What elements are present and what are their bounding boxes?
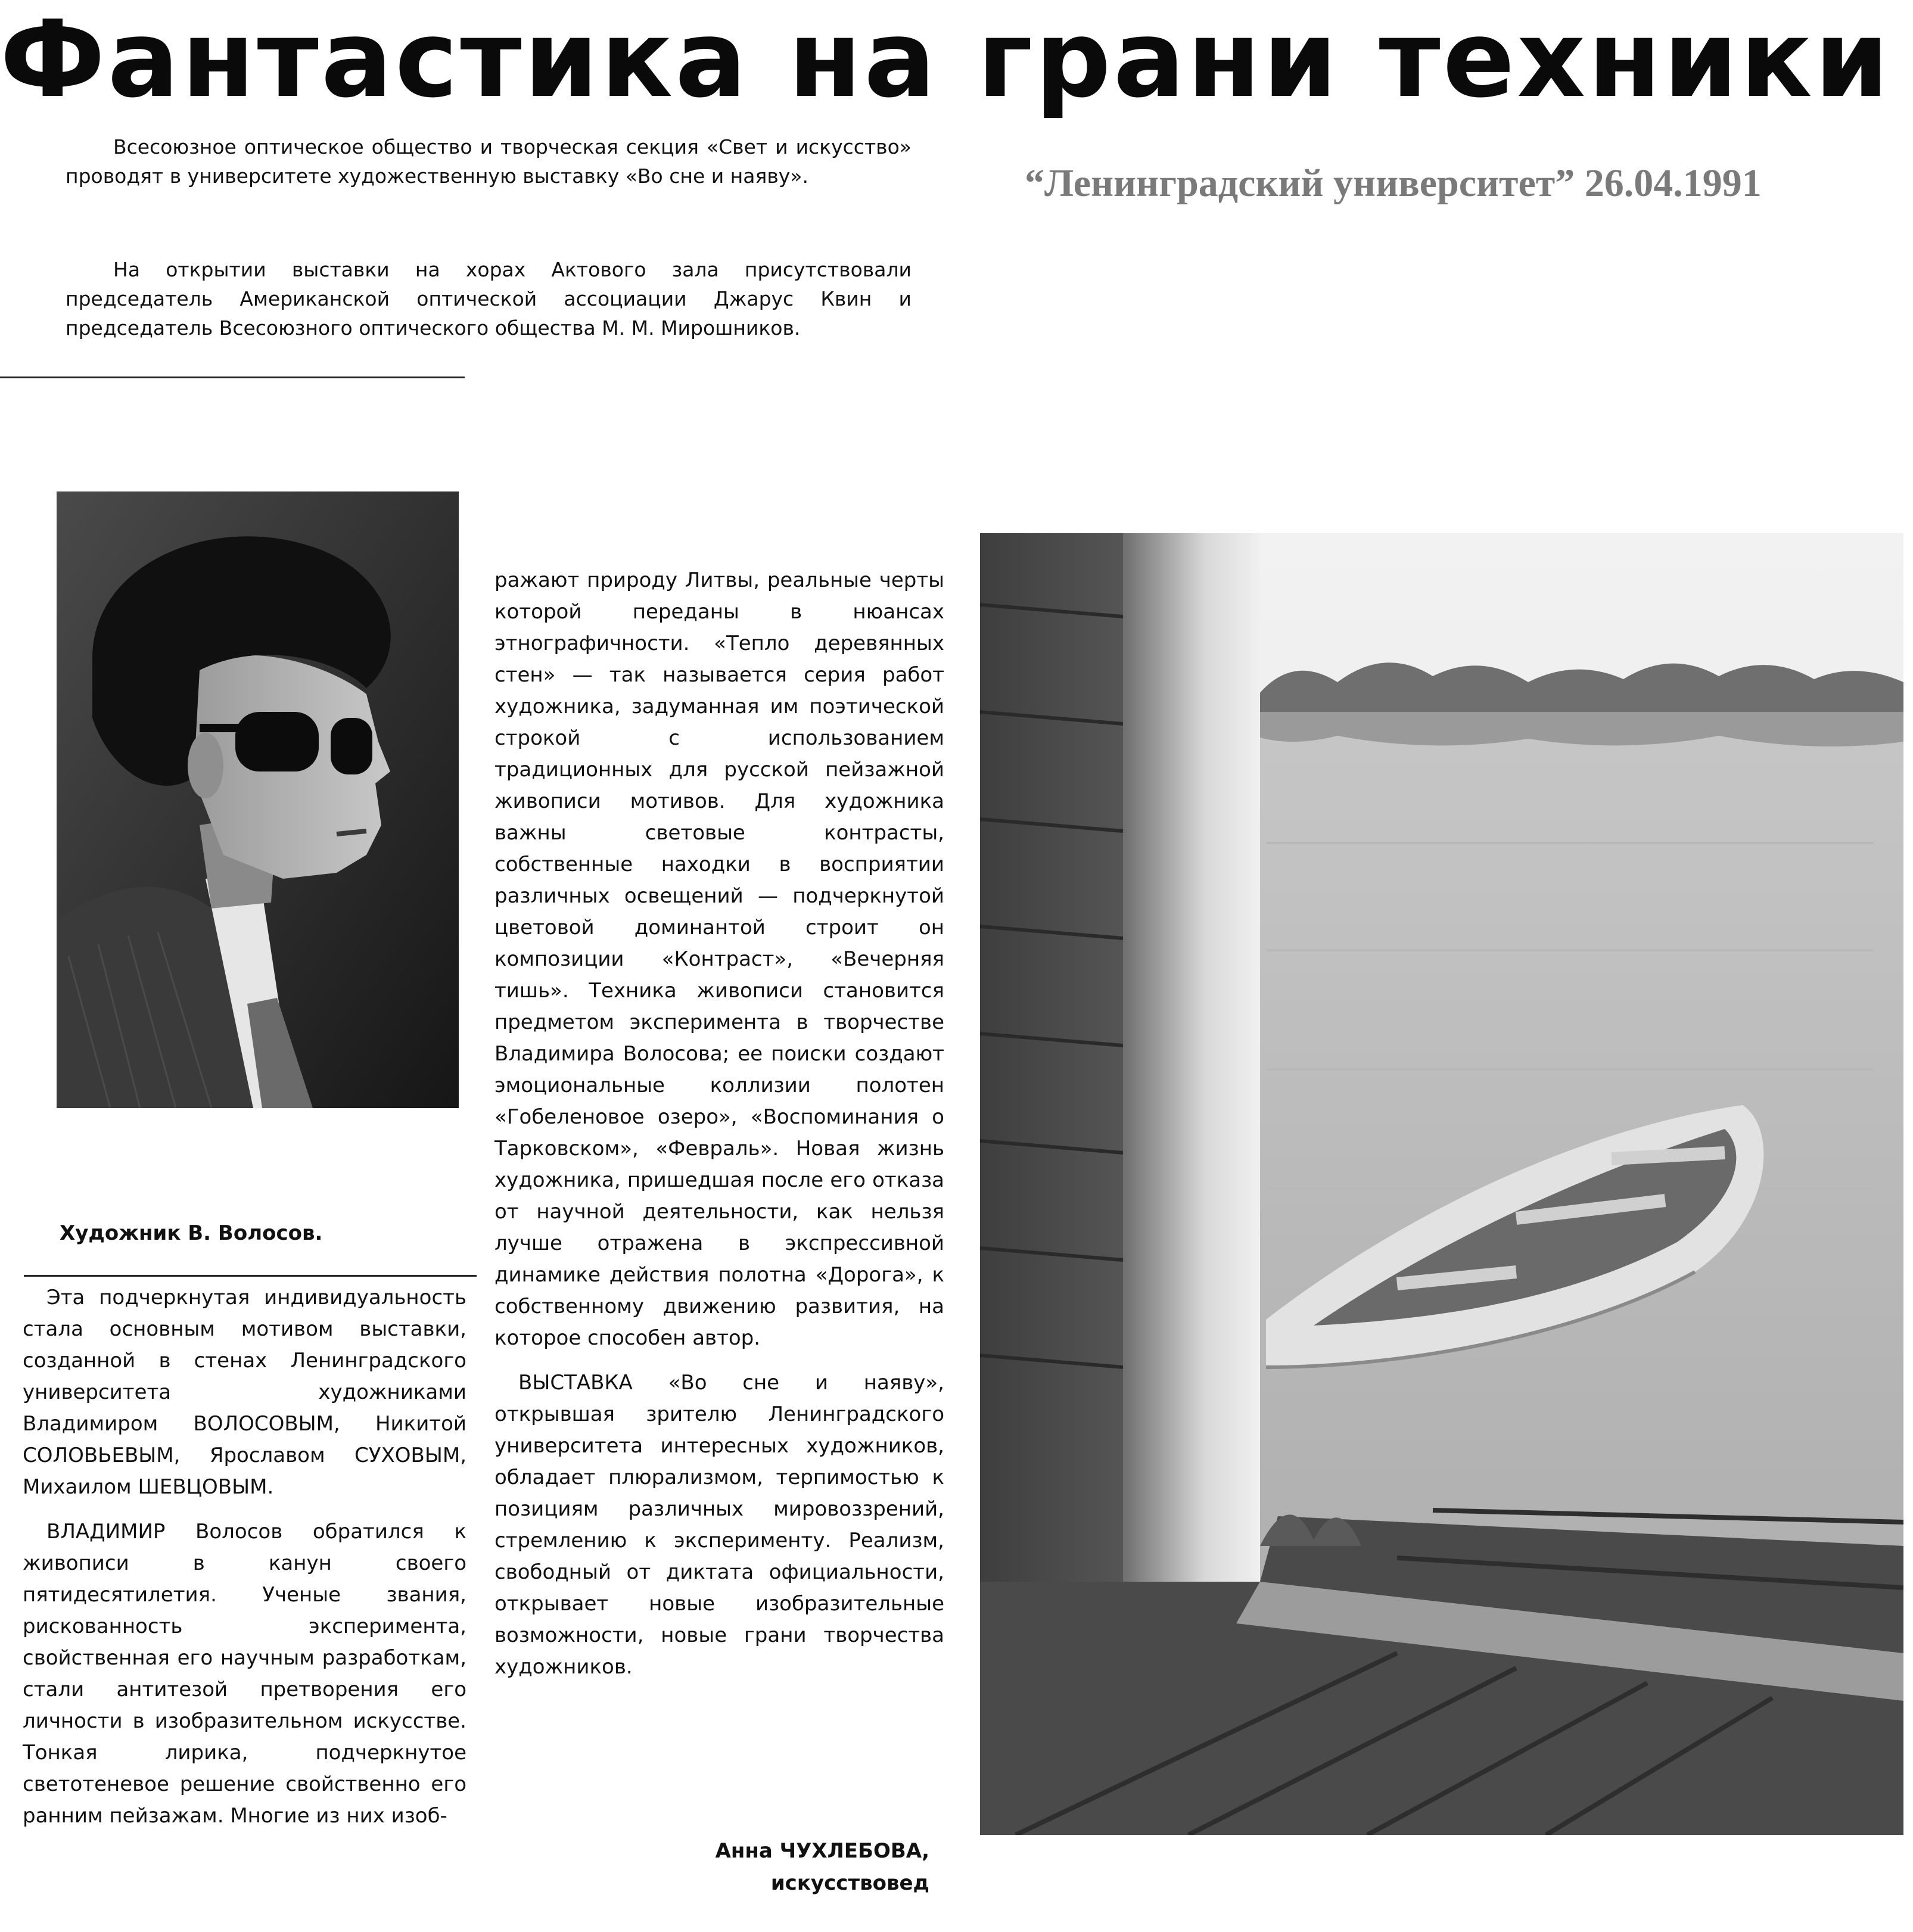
caption-divider [24,1275,477,1277]
painting-boat-at-pier [980,533,1903,1835]
column1-paragraph-1: Эта подчеркнутая индивидуальность стала основным мотивом выставки, созданной в стенах Ленинградского университета художниками Владимиром ВОЛОСОВЫМ, Никитой СОЛОВЬЕВЫМ, Ярославом СУХОВЫМ, Михаилом ШЕВЦОВЫМ. [23,1286,466,1499]
artist-portrait-photo [57,491,459,1108]
lead-paragraph-2: На открытии выставки на хорах Актового зала присутствовали председатель Американской оптической ассоциации Джарус Квин и председатель Всесоюзного оптического общества М. М. Мирошников. [66,258,912,340]
column2-paragraph-1: ражают природу Литвы, реальные черты которой переданы в нюансах этнографичности. «Тепло деревянных стен» — так называется серия работ художника, задуманная им поэтической строкой с использованием традиционных для русской пейзажной живописи мотивов. Для художника важны световые контрасты, собственные находки в восприятии различных освещений — подчеркнутой цветовой доминантой строит он композиции «Контраст», «Вечерняя тишь». Техника живописи становится предметом эксперимента в творчестве Владимира Волосова; ее поиски создают эмоциональные коллизии полотен «Гобеленовое озеро», «Воспоминания о Тарковском», «Февраль». Новая жизнь художника, пришедшая после его отказа от научной деятельности, как нельзя лучше отражена в экспрессивной динамике действия полотна «Дорога», к собственному движению развития, на которое способен автор. [494,568,944,1350]
source-note: “Ленинградский университет” 26.04.1991 [1025,161,1762,205]
column2-paragraph-2: ВЫСТАВКА «Во сне и наяву», открывшая зрителю Ленинградского университета интересных художников, обладает плюрализмом, терпимостью к позициям различных мировоззрений, стремлению к эксперименту. Реализм, свободный от диктата официальности, открывает новые изобразительные возможности, новые грани творчества художников. [494,1371,944,1679]
article-column-2 [494,565,944,1696]
author-signature [655,1835,929,1899]
lead-paragraph-1: Всесоюзное оптическое общество и творческая секция «Свет и искусство» проводят в университете художественную выставку «Во сне и наяву». [66,135,912,188]
column1-paragraph-2: ВЛАДИМИР Волосов обратился к живописи в канун своего пятидесятилетия. Ученые звания, рискованность эксперимента, свойственная его научным разработкам, стали антитезой претворения его личности в изобразительном искусстве. Тонкая лирика, подчеркнутое светотеневое решение свойственно его ранним пейзажам. Многие из них изоб- [23,1520,466,1828]
photo-caption: Художник В. Волосов. [60,1221,323,1245]
article-column-1 [23,1282,466,1845]
author-name: Анна ЧУХЛЕБОВА, [715,1839,929,1863]
lead-divider [0,377,465,378]
headline: Фантастика на грани техники [0,0,1892,121]
author-title: искусствовед [770,1871,929,1895]
